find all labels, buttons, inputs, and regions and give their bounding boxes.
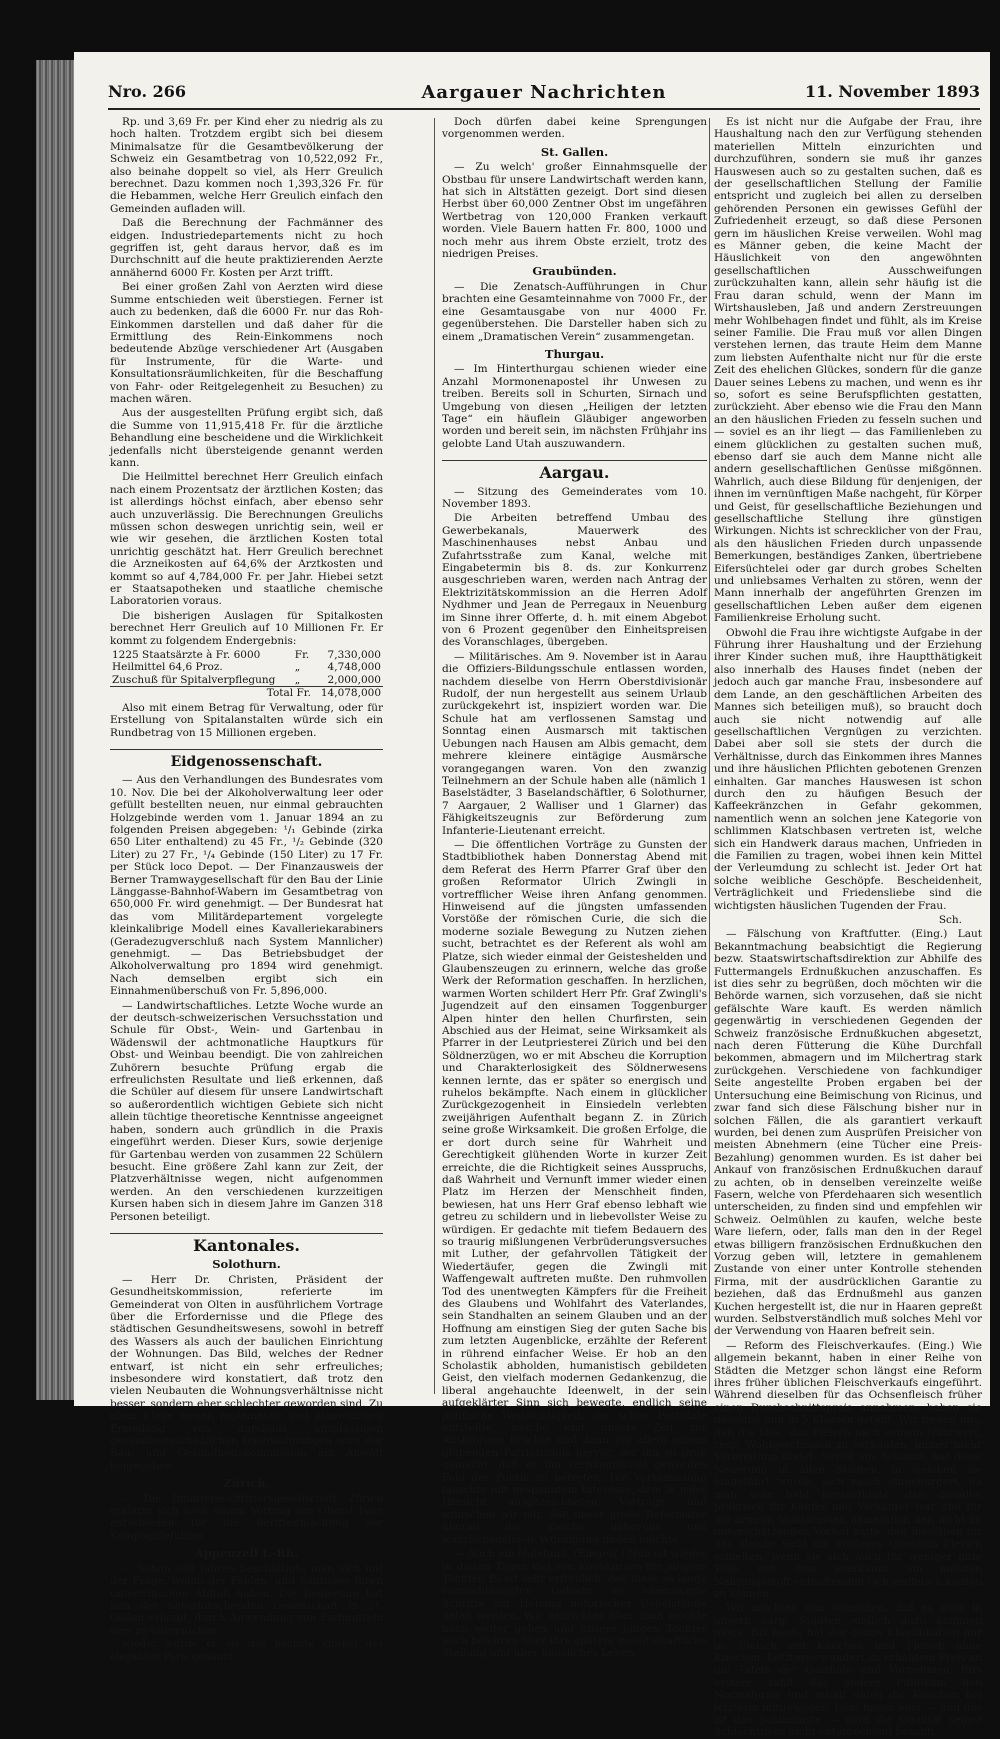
table-row	[110, 674, 383, 687]
paragraph: — Aus den Verhandlungen des Bundesrates vom 10. Nov. Die bei der Alkoholverwaltung leer oder gefüllt bestellten neuen, nur einmal gebrauchten Holzgebinde werden vom 1. Januar 1894 an zu folgenden Preisen abgegeben: ¹/₁ Gebinde (zirka 650 Liter enthaltend) zu 45 Fr., ¹/₂ Gebinde (320 Liter) zu 27 Fr., ¹/₄ Gebinde (150 Liter) zu 17 Fr. per Stück loco Depot. — Der Finanzausweis der Berner Tramwaygesellschaft für den Bau der Linie Länggasse-Bahnhof-Wabern im Gesamtbetrag von 650,000 Fr. wird genehmigt. — Der Bundesrat hat das vom Militärdepartement vorgelegte kleinkalibrige Modell eines Kavalleriekarabiners (Geradezugverschluß nach System Mannlicher) genehmigt. — Das Betriebsbudget der Alkoholverwaltung pro 1894 wird genehmigt. Nach demselben ergibt sich ein Einnahmenüberschuß von Fr. 5,896,000.	[110, 774, 383, 998]
paragraph: Doch dürfen dabei keine Sprengungen vorgenommen werden.	[442, 116, 707, 141]
footnote: wieder wurde er als das höchste Orakel des eleganten Paris genannt.	[110, 1639, 383, 1663]
subheading-st-gallen: St. Gallen.	[540, 144, 609, 159]
paragraph: — Schon seit Jahren beschäftigte man sich mit der Frage, wohin der Fählen- und Säntissee ihren unterirdischen Abfluß haben. Die Regierung hat nun der naturforschenden Gesellschaft in St. Gallen erlaubt, durch Anwendung von Farbmitteln dies zu untersuchen.	[110, 1562, 383, 1637]
table-total-row	[110, 687, 383, 700]
subheading-solothurn: Solothurn.	[212, 1257, 281, 1272]
paragraph: Also mit einem Betrag für Verwaltung, oder für Erstellung von Spitalanstalten würde sich ein Rundbetrag von 15 Millionen ergeben.	[110, 701, 383, 739]
paragraph: — Die Infanterie-Offiziersgesellschaft Zürich erklärte sich nach einem Vortrag von Oberst Isler entschieden für die Berittenmachung der Kompagnieführer.	[110, 1492, 383, 1542]
subheading-appenzell: Appenzell I.-Rh.	[194, 1546, 299, 1561]
newspaper-title: Aargauer Nachrichten	[421, 82, 667, 103]
book-page-edges	[36, 60, 74, 1400]
subheading-zuerich: Zürich.	[223, 1476, 270, 1491]
column-1	[110, 116, 383, 1663]
column-2	[442, 116, 707, 1660]
table-cell: „	[294, 673, 301, 686]
section-heading-eidgenossenschaft: Eidgenossenschaft.	[110, 749, 383, 768]
issue-date: 11. November 1893	[804, 82, 980, 101]
section-heading-kantonales: Kantonales.	[110, 1233, 383, 1252]
table-row	[110, 649, 383, 661]
paragraph: Die bisherigen Auslagen für Spitalkosten berechnet Herr Greulich auf 10 Millionen Fr. Er kommt zu folgendem Endergebnis:	[110, 609, 383, 647]
paragraph: — Im Hinterthurgau schienen wieder eine Anzahl Mormonenapostel ihr Unwesen zu treiben. Bereits soll in Schurten, Sirnach und Umgebung von diesen „Heiligen der letzten Tage“ ein häuflein Gläubiger angeworben worden und bereit sein, im nächsten Frühjahr ins gelobte Land Utah auszuwandern.	[442, 363, 707, 450]
total-label: Total Fr.	[110, 687, 313, 700]
issue-number: Nro. 266	[108, 82, 186, 101]
subheading-thurgau: Thurgau.	[544, 346, 605, 361]
paragraph: Obwohl die Frau ihre wichtigste Aufgabe in der Führung ihrer Haushaltung und der Erziehung ihrer Kinder suchen muß, ihre Hauptthätigkeit also innerhalb des Hauses findet (neben der jedoch auch gar manche Frau, insbesondere auf dem Lande, an den geschäftlichen Arbeiten des Mannes sich beteiligen muß), so braucht doch auch sie nicht notwendig auf alle gesellschaftlichen Vergnügen zu verzichten. Dabei aber soll sie stets der durch die Verhältnisse, durch das Einkommen ihres Mannes und ihre häuslichen Pflichten gebotenen Grenzen einhalten. Gar manches Hauswesen ist schon durch den zu häufigen Besuch der Kaffeekränzchen in Gefahr gekommen, namentlich wenn an solchen jene Kategorie von schlimmen Klatschbasen vertreten ist, welche sich ein Handwerk daraus machen, Unfrieden in die Familien zu tragen, wobei ihnen kein Mittel der Verleumdung zu schlecht ist. Jeder Ort hat solche weibliche Geschöpfe. Bescheidenheit, Verträglichkeit und Friedensliebe sind die wichtigsten häuslichen Tugenden der Frau.	[714, 626, 982, 912]
table-cell: 2,000,000	[327, 673, 381, 686]
paragraph: — Reform des Fleischverkaufes. (Eing.) Wie allgemein bekannt, haben in einer Reihe von Städten die Metzger schon längst eine Reform ihres früher üblichen Fleischverkaufs eingeführt. Während dieselben für das Ochsenfleisch früher einen Durchschnittspreis annahmen, haben sie dasselbe nun in 5 Klassen geteilt. Wir freuen uns, daß die Idee, das Fleisch nach seinem Nährwert, resp. Wohlgeschmack zu verkaufen, immer mehr Verbreitung findet. Soviel uns bekannt, hat diese Neuerung in allen Städten, in welchen sie eingeführt wurde, sich rasch eingebürgert, da man sehr bald herausfühlte, daß dieselbe praktisch für Käufer und Verkäufer war und für die ärmern Volksklassen namentlich den nicht zu unterschätzenden Vorteil hatte, daß dieselben für das gleiche Geld ein größeres Quantum Fleisch erhielten, wenn sie sich auch für weniger gute Teile von dem anerkannt am meisten Nahrungsstoff enthaltenden Ochsenfleisch kaufen zu können.	[714, 1339, 982, 1600]
column-rule	[434, 118, 435, 1394]
section-heading-aargau: Aargau.	[442, 460, 707, 479]
total-value: 14,078,000	[313, 687, 383, 700]
paragraph: — Zu welch' großer Einnahmsquelle der Obstbau für unsere Landwirtschaft werden kann, hat sich in Altstätten gezeigt. Dort sind diesen Herbst über 60,000 Zentner Obst im ungefähren Wertbetrag von 120,000 Franken verkauft worden. Viele Bauern hatten Fr. 800, 1000 und noch mehr aus ihrem Obste erzielt, trotz des niedrigen Preises.	[442, 161, 707, 261]
table-cell: „	[294, 661, 301, 674]
table-cell: Zuschuß für Spitalverpflegung	[112, 673, 276, 686]
paragraph: Die Heilmittel berechnet Herr Greulich einfach nach einem Prozentsatz der ärztlichen Kosten; das ist allerdings höchst einfach, aber ebenso sehr auch unzuverlässig. Die Berechnungen Greulichs müssen schon deswegen unrichtig sein, weil er wie wir gesehen, die ärztlichen Kosten total unrichtig geschätzt hat. Herr Greulich berechnet die Arzneikosten auf 64,6% der Arztkosten und kommt so auf 4,784,000 Fr. per Jahr. Hiebei setzt er Staatsapotheken und staatliche chemische Laboratorien voraus.	[110, 471, 383, 608]
table-cell: Fr.	[294, 649, 310, 662]
paragraph: — Die öffentlichen Vorträge zu Gunsten der Stadtbibliothek haben Donnerstag Abend mit dem Referat des Herrn Pfarrer Graf über den großen Reformator Ulrich Zwingli in vortrefflicher Weise ihren Anfang genommen. Hinweisend auf die jüngsten umfassenden Vorstöße der römischen Curie, die sich die moderne soziale Bewegung zu Nutzen ziehen sucht, betrachtet es der Referent als wohl am Platze, sich wieder einmal der Geisteshelden und Glaubenszeugen zu erinnern, welche das große Werk der Reformation geschaffen. In herzlichen, warmen Worten schildert Herr Pfr. Graf Zwingli's Jugendzeit auf den einsamen Toggenburger Alpen hinter den hellen Churfirsten, sein Abschied aus der Heimat, seine Wirksamkeit als Pfarrer in der Leutpriesterei Zürich und bei den Söldnerzügen, wo er mit Abscheu die Korruption und Charakterlosigkeit des Söldnerwesens kennen lernte, das er später so energisch und ruhelos bekämpfte. Nach einem in glücklicher Zurückgezogenheit in Einsiedeln verlebten zweijährigen Aufenthalt begann Z. in Zürich seine große Wirksamkeit. Die großen Erfolge, die er dort durch seine für Wahrheit und Gerechtigkeit glühenden Worte in kurzer Zeit erreichte, die die Richtigkeit seines Ausspruchs, daß Wahrheit und Vernunft immer wieder einen Platz im Herzen der Menschheit finden, bewiesen, hat uns Herr Graf ebenso lebhaft wie getreu zu schildern und in liebevollster Weise zu würdigen. Er gedachte mit tiefem Bedauern des so traurig mißlungenen Verbrüderungsversuches mit Luther, der gefahrvollen Tätigkeit der Wiedertäufer, gegen die Zwingli mit Waffengewalt auftreten mußte. Den ruhmvollen Tod des unentwegten Kämpfers für die Freiheit des Glaubens und Wohlfahrt des Vaterlandes, sein Standhalten an seinem Glauben und an der Hoffnung am einstigen Sieg der guten Sache bis zum letzten Augenblicke, erzählte der Referent in rührend einfacher Weise. Er hob an den Scholastik abholden, humanistisch gebildeten Geist, den vielfach modernen Gedankenzug, die liberal angehauchte Ideenwelt, in der sein aufgeklärter Sinn sich bewegte, endlich seine politische Weitsichtigkeit, die schon Postulate aufstellte, welche erst unsere Zeit zur Ausführung brachte und dann vor allem seinen glühenden Patriotismus hervor, der ihn so groß gemacht, daß er ihn verhängnisvoll geworden Feld der Politik zu betreten. Die Versammlung lauschte mit gespanntem Interesse, dem in jeder Hinsicht ausgezeichneten Vortrage und wünschen wir nur, daß unser große Reformator überall die gleiche liebevolle und wahrheitsgetreue Würdigung finden möchte.	[442, 838, 707, 1546]
table-cell: Heilmittel 64,6 Proz.	[112, 661, 223, 674]
column-rule	[709, 118, 710, 1394]
newspaper-page	[74, 52, 990, 1739]
paragraph: Rp. und 3,69 Fr. per Kind eher zu niedrig als zu hoch halten. Trotzdem ergibt sich bei diesem Minimalsatze für die Gesamtbevölkerung der Schweiz ein Gesamtbetrag von 10,522,092 Fr., also beinahe doppelt so viel, als Herr Greulich berechnet. Dazu kommen noch 1,393,326 Fr. für die Hebammen, welche Herr Greulich einfach den Gemeinden aufladen will.	[110, 116, 383, 215]
author-signature: Sch.	[938, 914, 962, 926]
subheading-graubuenden: Graubünden.	[532, 264, 617, 279]
paragraph: — Militärisches. Am 9. November ist in Aarau die Offiziers-Bildungsschule entlassen worden, nachdem dieselbe von Herrn Oberstdivisionär Rudolf, der nun hergestellt aus seinem Urlaub zurückgekehrt ist, inspiziert worden war. Die Schule hat am verflossenen Samstag und Sonntag einen Ausmarsch mit taktischen Uebungen nach Hausen am Albis gemacht, dem mehrere kleinere eintägige Ausmärsche vorangegangen waren. Von den zwanzig Teilnehmern an der Schule haben alle (nämlich 1 Baselstädter, 3 Baselandschäftler, 6 Solothurner, 7 Aargauer, 2 Walliser und 1 Glarner) das Fähigkeitszeugnis zur Beförderung zum Infanterie-Lieutenant erreicht.	[442, 650, 707, 837]
paragraph: Bei einer großen Zahl von Aerzten wird diese Summe entschieden weit überstiegen. Ferner ist auch zu bedenken, daß die 6000 Fr. nur das Roh-Einkommen darstellen und daß daher für die Ermittlung des Rein-Einkommens noch bedeutende Abzüge verschiedener Art (Ausgaben für Instrumente, für die Warte- und Konsultationsräumlichkeiten, für die Beschaffung von Fahr- oder Reitgelegenheit zu Besuchen) zu machen wären.	[110, 281, 383, 405]
paragraph: Wir möchten nun wünschen, daß es auch in unsern aarg. Städten endlich dazu kommen möge. Bis heute hat der ganze Klassifikation nur in: Fleisch mit Knochen und Fleisch ohne Knochen. Letzteres wandert zu erhöhtem Preis an die Tafeln der Gasthöfe und Vornehmen, fürs erstere zahlt das andere Publikum den Normalpreis und erhält dabei die Knochen bei letzterm mitgewogen. Dem Bauer aber — und das ist das Schlimmste — wird die Qualität seiner Schlachttiere nicht entsprechend bezahlt.	[714, 1602, 982, 1739]
paragraph: — Landwirtschaftliches. Letzte Woche wurde an der deutsch-schweizerischen Versuchsstation und Schule für Obst-, Wein- und Gartenbau in Wädenswil der achtmonatliche Hauptkurs für Obst- und Weinbau beendigt. Die von zahlreichen Zuhörern besuchte Prüfung ergab die erfreulichsten Resultate und ließ erkennen, daß die Schüler auf diesem für unsere Landwirtschaft so außerordentlich wichtigen Gebiete sich nicht allein tüchtige theoretische Kenntnisse angeeignet haben, sondern auch gründlich in die Praxis eingeführt werden. Dieser Kurs, sowie derjenige für Gartenbau werden von zusammen 22 Schülern besucht. Eine größere Zahl kann zur Zeit, der Platzverhältnisse wegen, nicht aufgenommen werden. An den verschiedenen kurzzeitigen Kursen haben sich in diesem Jahre im Ganzen 318 Personen beteiligt.	[110, 999, 383, 1223]
paragraph: Aus der ausgestellten Prüfung ergibt sich, daß die Summe von 11,915,418 Fr. für die ärztliche Behandlung eine bescheidene und die Wirklichkeit jedenfalls nicht übersteigende genannt werden kann.	[110, 407, 383, 469]
paragraph: Es ist nicht nur die Aufgabe der Frau, ihre Haushaltung nach den zur Verfügung stehenden materiellen Mitteln einzurichten und durchzuführen, sondern sie muß ihr ganzes Hauswesen auch so zu gestalten suchen, daß es der gesellschaftlichen Stellung der Familie entspricht und zugleich bei allen zu derselben gehörenden Personen ein gewisses Gefühl der Zufriedenheit erzeugt, so daß diese Personen gern im häuslichen Kreise verweilen. Wohl mag es Männer geben, die keine Macht der Häuslichkeit von den angewöhnten gesellschaftlichen Ausschweifungen zurückzuhalten kann, allein sehr häufig ist die Frau daran schuld, wenn der Mann im Wirtshausleben, Jaß und andern Zerstreuungen mehr Wohlbehagen findet und fühlt, als im Kreise seiner Familie. Die Frau muß vor allen Dingen verstehen lernen, das traute Heim dem Manne zum liebsten Aufenthalte nicht nur für die erste Zeit des ehelichen Glückes, sondern für die ganze Dauer seines Lebens zu machen, und wenn es ihr so, sofort es seine Berufspflichten gestatten, zurückzieht. Aber ebenso wie die Frau den Mann an den häuslichen Frieden zu fesseln suchen und — soviel es an ihr liegt — das Familienleben zu einem glücklichen zu gestalten suchen muß, ebenso darf sie auch dem Manne nicht alle andern gesellschaftlichen Genüsse mißgönnen. Wahrlich, auch diese Bildung für denjenigen, der ihnen im vernünftigen Maße nachgeht, für Körper und Geist, für gesellschaftliche Beziehungen und gesellschaftliche Stellung ihre günstigen Wirkungen. Nichts ist schrecklicher von der Frau, als den häuslichen Frieden durch unpassende Bemerkungen, beständiges Zanken, übertriebene Eifersüchtelei oder gar durch grobes Schelten und unliebsames Verhalten zu stören, wenn der Mann innerhalb der angeführten Grenzen im gesellschaftlichen Leben außer dem eigenen Familienkreise Erholung sucht.	[714, 116, 982, 625]
paragraph: — Auch ein Notstand. (Eingesf.) Nun ist wieder in diesen Tagen viel von Kochkursen für jüngere Töchter. Es ist sehr erfreulich, daß diese so lange vernachlässigten Gebiete so lobenswerte Schritte zur Hebung notorischer Uebelstände getan werden. Wir wünschten aber, man möchte noch weiter gehen und unsere jungen Töchter auch belehren über ihre spätere gesellschaftliche Stellung und über häusliches Leben.	[442, 1548, 707, 1660]
paragraph: — Die Zenatsch-Aufführungen in Chur brachten eine Gesamteinnahme von 7000 Fr., der eine Gesamtausgabe von nur 4000 Fr. gegenüberstehen. Die Darsteller haben sich zu einem „Dramatischen Verein“ zusammengetan.	[442, 280, 707, 343]
paragraph: — Sitzung des Gemeinderates vom 10. November 1893.	[442, 485, 707, 510]
paragraph: Die Arbeiten betreffend Umbau des Gewerbekanals, Mauerwerk des Maschinenhauses nebst Anbau und Zufahrtsstraße zum Kanal, welche mit Eingabetermin bis 8. ds. zur Konkurrenz ausgeschrieben waren, werden nach Antrag der Elektrizitätskommission an die Herren Adolf Nydhmer und Jean de Perregaux in Neuenburg im Sinne ihrer Offerte, d. h. mit einem Abgebot von 6 Prozent gegenüber den Einheitspreisen des Voranschlages, übergeben.	[442, 512, 707, 649]
paragraph: Daß die Berechnung der Fachmänner des eidgen. Industriedepartements nicht zu hoch gegriffen ist, geht daraus hervor, daß es im Durchschnitt auf die heute praktizierenden Aerzte annähernd 6000 Fr. Kosten per Arzt trifft.	[110, 217, 383, 279]
table-cell: 4,748,000	[327, 661, 381, 674]
table-cell: 7,330,000	[327, 649, 381, 662]
cost-table	[110, 649, 383, 700]
masthead	[108, 80, 980, 110]
paragraph: — Fälschung von Kraftfutter. (Eing.) Laut Bekanntmachung beabsichtigt die Regierung bezw. Staatswirtschaftsdirektion zur Abhilfe des Futtermangels Erdnußkuchen anzuschaffen. Es ist dies sehr zu begrüßen, doch möchten wir die Behörde warnen, sich vorzusehen, daß sie nicht gefälschte Ware kauft. Es werden nämlich gegenwärtig in verschiedenen Gegenden der Schweiz französische Erdnußkuchen abgesetzt, nach deren Fütterung die Kühe Durchfall bekommen, abmagern und im Milchertrag stark zurückgehen. Verschiedene von fachkundiger Seite angestellte Proben ergaben bei der Untersuchung eine Beimischung von Ricinus, und zwar fand sich diese Fälschung bisher nur in solchen Fällen, die als garantiert verkauft wurden, bei denen zum Ausprüfen Preisicher von meisten Abnehmern (eine Tücher eine Preis-Bezahlung) genommen wurden. Es ist daher bei Ankauf von französischen Erdnußkuchen darauf zu achten, ob in denselben vereinzelte weiße Fasern, welche von Pferdehaaren sich wesentlich unterscheiden, zu finden sind und empfehlen wir Schweiz. Oelmühlen zu kaufen, welche beste Ware liefern, oder, falls man den in der Regel etwas billigern französischen Erdnußkuchen den Vorzug geben will, letztere in gemahlenem Zustande von einer unter Kontrolle stehenden Firma, mit der ausdrücklichen Garantie zu beziehen, daß das Erdnußmehl aus ganzen Kuchen hergestellt ist, die nur in Haaren gepreßt wurden. Selbstverständlich muß solches Mehl vor der Verwendung von Haaren befreit sein.	[714, 928, 982, 1338]
table-cell: 1225 Staatsärzte à Fr. 6000	[112, 649, 261, 662]
table-row	[110, 661, 383, 673]
column-3	[714, 116, 982, 1739]
paragraph: — Herr Dr. Christen, Präsident der Gesundheitskommission, referierte im Gemeinderat von Olten in ausführlichem Vortrage über die Erfordernisse und die Pflege des städtischen Gesundheitswesens, sowohl in betreff des Wassers als auch der baulichen Einrichtung der Wohnungen. Das Bild, welches der Redner entwarf, ist nicht ein sehr erfreuliches; insbesondere wird konstatiert, daß trotz den vielen Neubauten die Wohnungsverhältnisse nicht besser, sondern eher schlechter geworden sind. Zu einer Klage wegen reglements- und planwidriger Erstellung von durchaus unzulässigen gesundheitsschädlichen Dachwohnungen wird der Bau- und Gesundheitskommission ein Anwalt beigegeben.	[110, 1273, 383, 1472]
